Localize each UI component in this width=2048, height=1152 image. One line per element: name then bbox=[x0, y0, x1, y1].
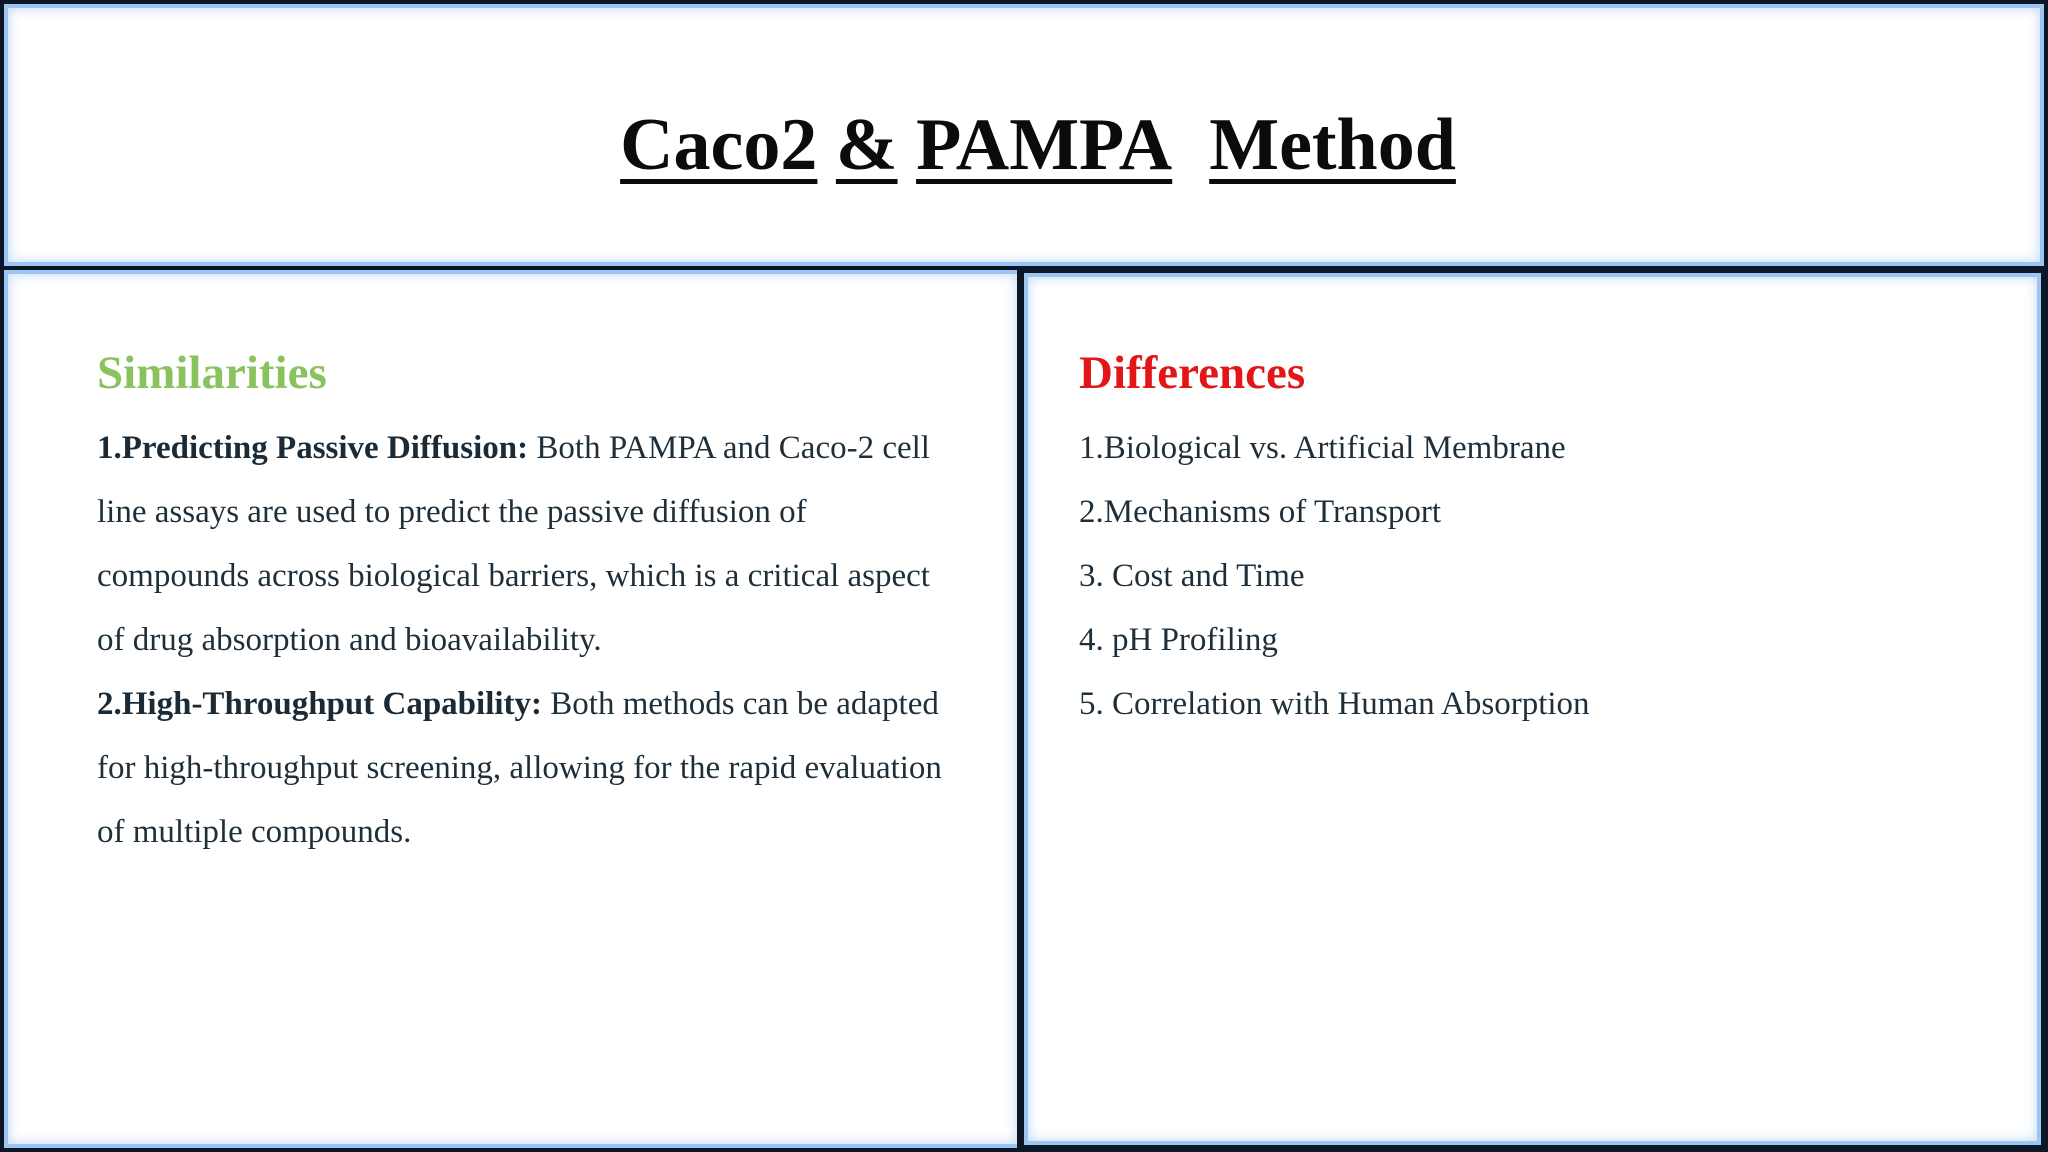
difference-item: 3. Cost and Time bbox=[1079, 558, 1305, 594]
difference-item: 4. pH Profiling bbox=[1079, 622, 1278, 658]
slide-title bbox=[4, 104, 2048, 186]
title-word-pampa: PAMPA bbox=[916, 104, 1173, 186]
title-word-ampersand: & bbox=[835, 104, 898, 186]
similarities-body bbox=[97, 416, 947, 864]
title-word-method: Method bbox=[1209, 104, 1456, 186]
difference-item: 5. Correlation with Human Absorption bbox=[1079, 686, 1590, 722]
similarities-heading: Similarities bbox=[97, 347, 327, 399]
differences-list bbox=[1079, 416, 1590, 736]
title-word-caco2: Caco2 bbox=[620, 104, 818, 186]
title-panel bbox=[0, 0, 2048, 270]
difference-item: 1.Biological vs. Artificial Membrane bbox=[1079, 430, 1566, 466]
differences-heading: Differences bbox=[1079, 347, 1306, 399]
similarity-2-label: 2.High-Throughput Capability: bbox=[97, 686, 543, 722]
similarity-2-text: Both methods can be adapted for high-throughput screening, allowing for the rapid evaluation of multiple compounds. bbox=[97, 686, 942, 850]
similarity-1-label: 1.Predicting Passive Diffusion: bbox=[97, 430, 529, 466]
similarity-1-text: Both PAMPA and Caco-2 cell line assays are used to predict the passive diffusion of compounds across biological barriers, which is a critical aspect of drug absorption and bioavailability. bbox=[97, 430, 930, 658]
difference-item: 2.Mechanisms of Transport bbox=[1079, 494, 1442, 530]
